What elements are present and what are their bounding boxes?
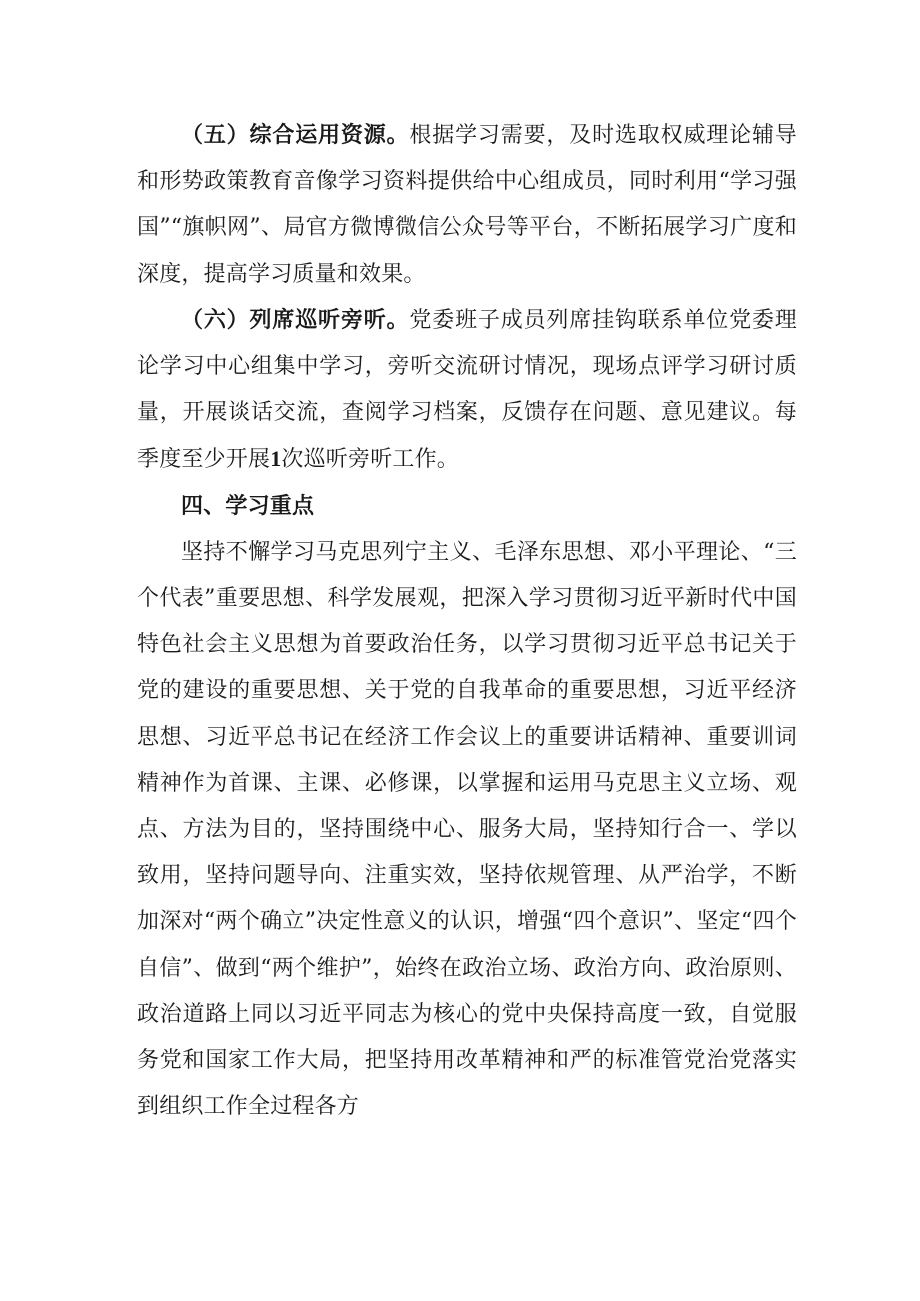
- document-page: [137, 113, 797, 1130]
- section-heading: 四、学习重点: [181, 493, 315, 519]
- section-six-lead: （六）列席巡听旁听。: [181, 307, 410, 333]
- section-six-paragraph: [137, 298, 797, 484]
- section-six-body-before: 党委班子成员列席挂钩联系单位党委理论学习中心组集中学习，旁听交流研讨情况，现场点评学习研讨质量，开展谈话交流，查阅学习档案，反馈存在问题、意见建议。每季度至少开展: [137, 307, 797, 473]
- section-five-paragraph: [137, 113, 797, 298]
- section-five-lead: （五）综合运用资源。: [181, 123, 410, 148]
- focus-paragraph: 坚持不懈学习马克思列宁主义、毛泽东思想、邓小平理论、“三个代表”重要思想、科学发展观，把深入学习贯彻习近平新时代中国特色社会主义思想为首要政治任务，以学习贯彻习近平总书记关于党的建设的重要思想、关于党的自我革命的重要思想，习近平经济思想、习近平总书记在经济工作会议上的重要讲话精神、重要训词精神作为首课、主课、必修课，以掌握和运用马克思主义立场、观点、方法为目的，坚持围绕中心、服务大局，坚持知行合一、学以致用，坚持问题导向、注重实效，坚持依规管理、从严治学，不断加深对“两个确立”决定性意义的认识，增强“四个意识”、坚定“四个自信”、做到“两个维护”，始终在政治立场、政治方向、政治原则、政治道路上同以习近平同志为核心的党中央保持高度一致，自觉服务党和国家工作大局，把坚持用改革精神和严的标准管党治党落实到组织工作全过程各方: [137, 539, 797, 1120]
- section-six-body-number: 1: [270, 446, 282, 472]
- section-six-body-after: 次巡听旁听工作。: [281, 447, 460, 473]
- section-five-body: 根据学习需要，及时选取权威理论辅导和形势政策教育音像学习资料提供给中心组成员，同时利用“学习强国”“旗帜网”、局官方微博微信公众号等平台，不断拓展学习广度和深度，提高学习质量和效果。: [137, 123, 797, 287]
